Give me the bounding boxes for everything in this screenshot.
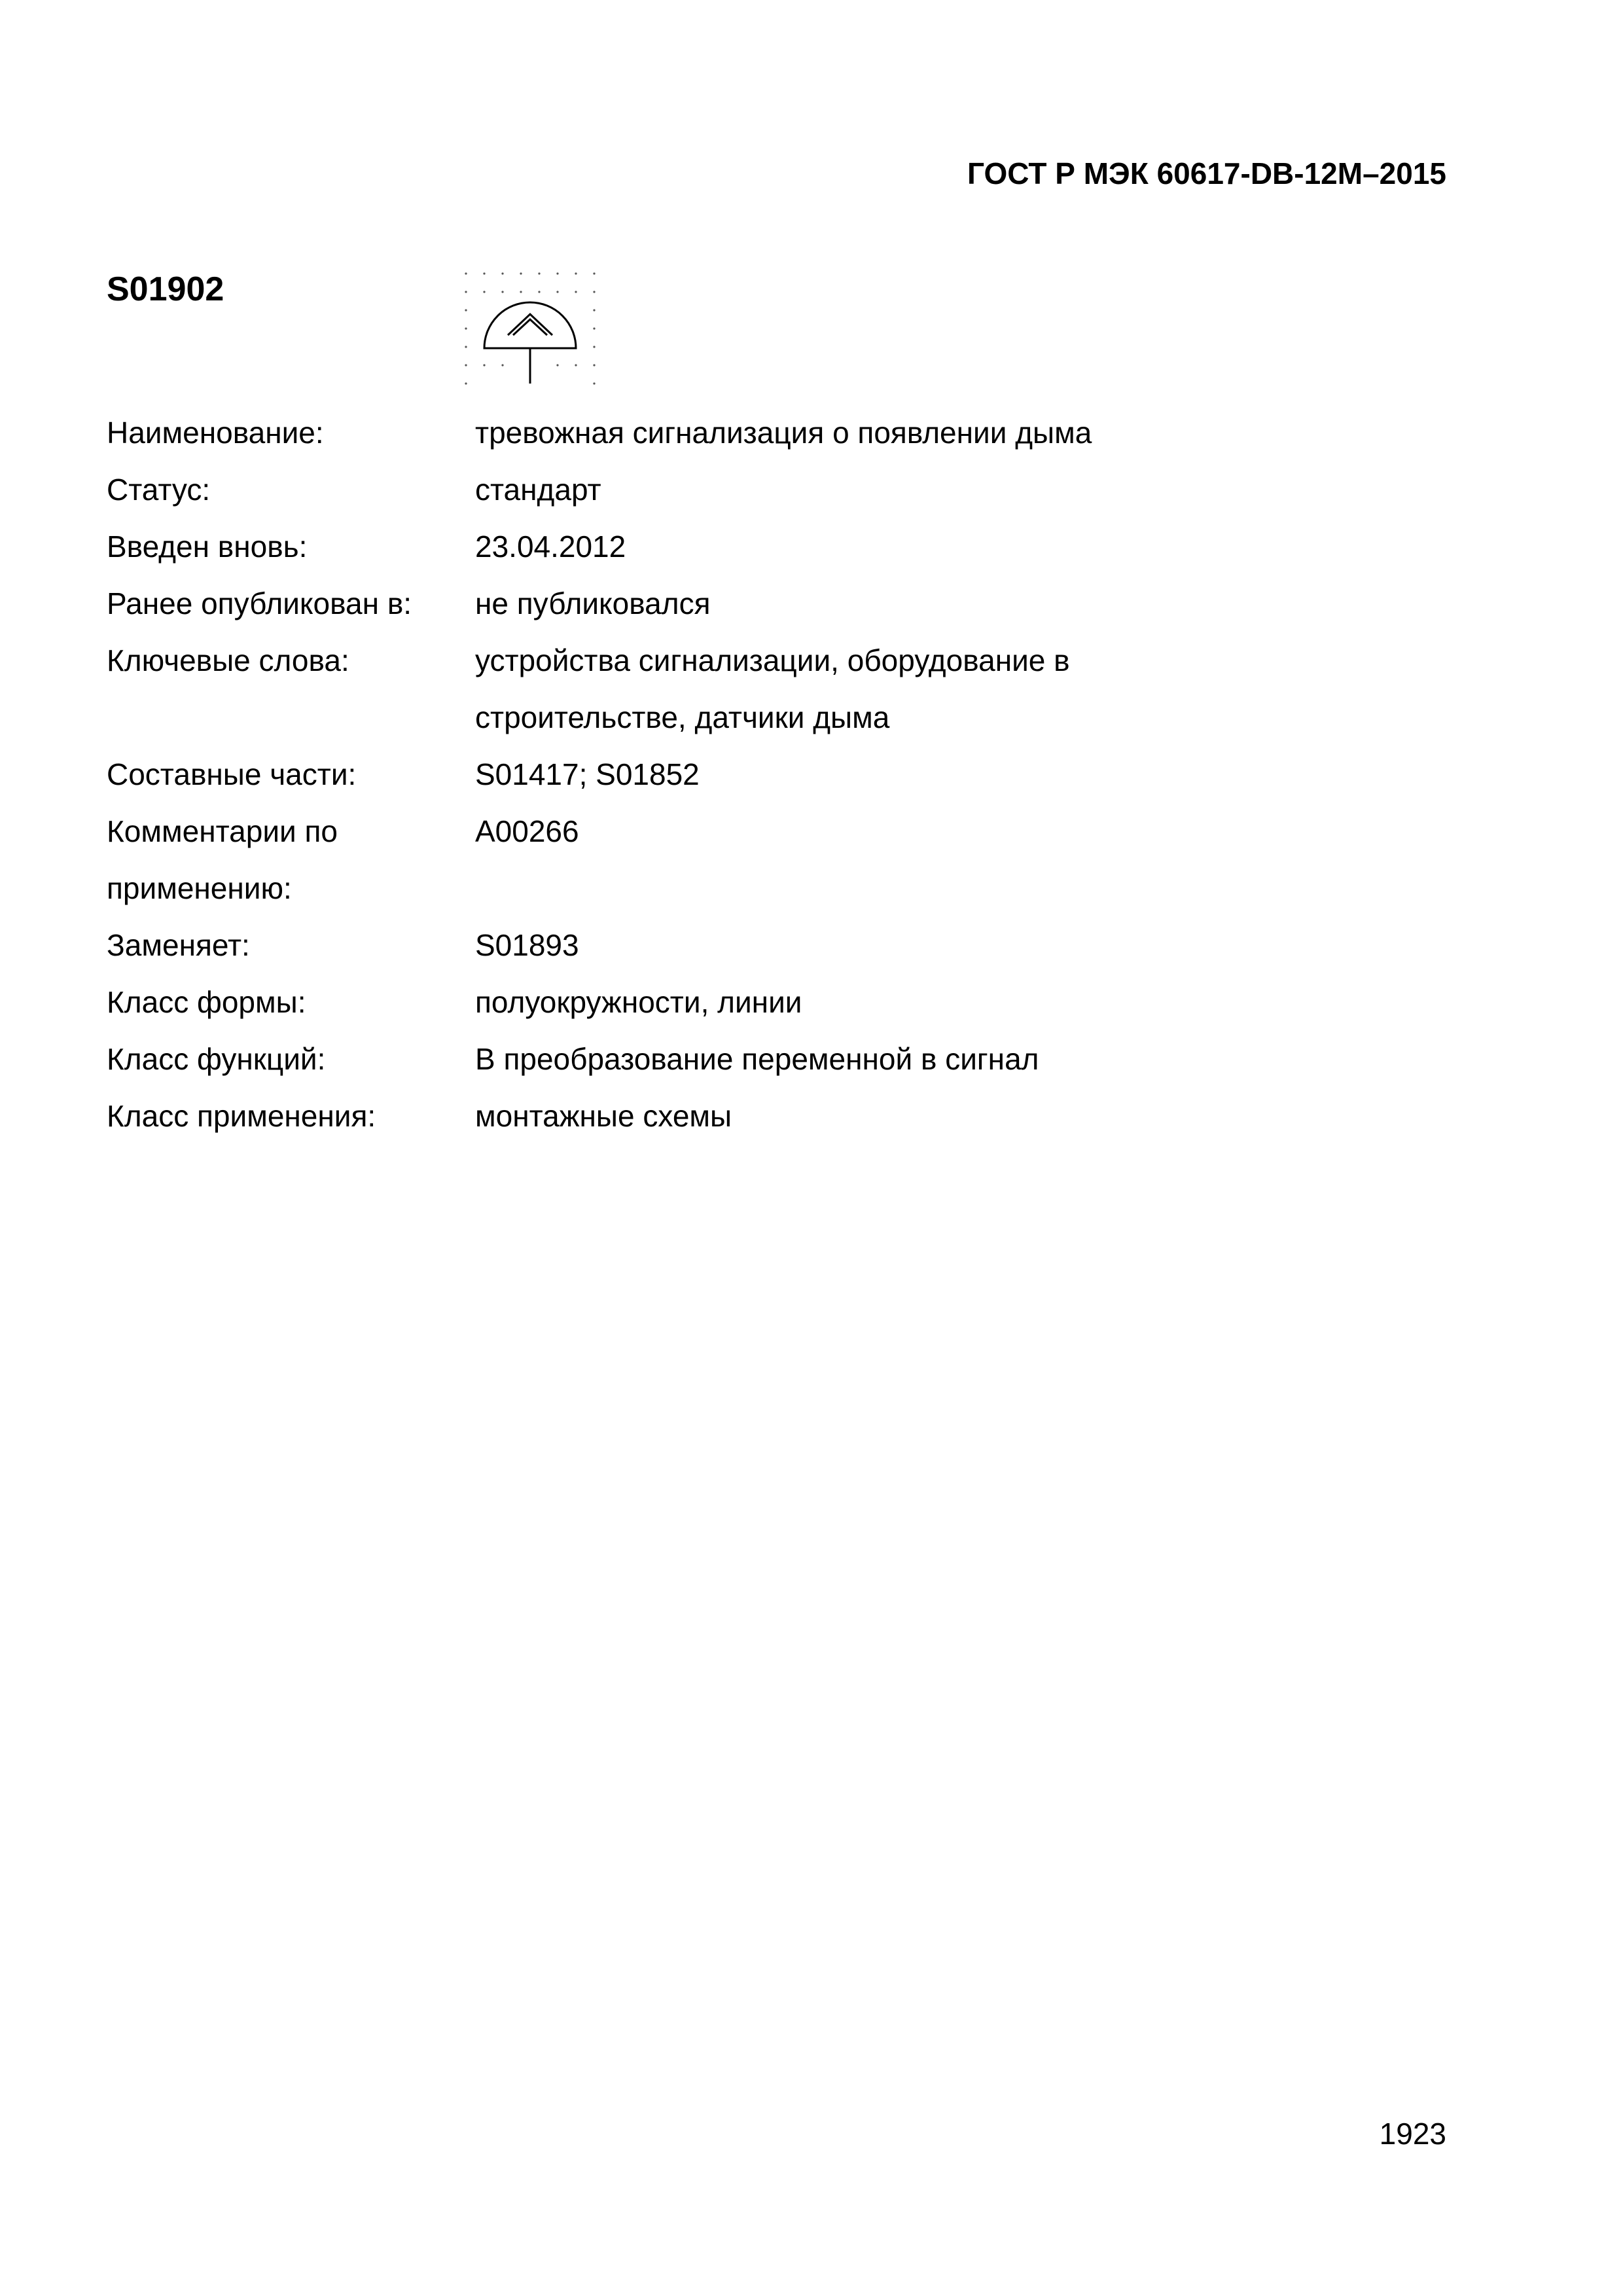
- property-label: Введен вновь:: [107, 529, 308, 564]
- property-label: Класс функций:: [107, 1042, 326, 1076]
- property-label: Составные части:: [107, 757, 357, 791]
- property-row-introduced: [107, 518, 1350, 575]
- property-value: не публиковался: [475, 586, 711, 620]
- property-row-components: [107, 746, 1350, 803]
- property-value: полуокружности, линии: [475, 985, 802, 1019]
- smoke-alarm-symbol-icon: [458, 267, 615, 388]
- property-label: Ранее опубликован в:: [107, 586, 412, 620]
- property-value: устройства сигнализации, оборудование в строительстве, датчики дыма: [475, 643, 1070, 734]
- property-value: S01893: [475, 928, 579, 962]
- property-value: 23.04.2012: [475, 529, 626, 564]
- document-header: ГОСТ Р МЭК 60617-DB-12М–2015: [967, 156, 1446, 190]
- property-label: Статус:: [107, 473, 211, 507]
- property-row-published: [107, 575, 1350, 632]
- smoke-chevron-outer: [508, 314, 552, 335]
- property-row-name: [107, 404, 1350, 461]
- property-row-keywords: [107, 632, 1350, 746]
- property-value: A00266: [475, 814, 579, 848]
- property-label: Комментарии по применению:: [107, 814, 338, 905]
- property-value: B преобразование переменной в сигнал: [475, 1042, 1039, 1076]
- property-label: Класс применения:: [107, 1099, 376, 1133]
- property-value: S01417; S01852: [475, 757, 700, 791]
- symbol-code: S01902: [107, 270, 224, 308]
- property-row-function-class: [107, 1031, 1350, 1088]
- smoke-chevron-inner: [513, 319, 547, 335]
- properties-table: [107, 404, 1350, 1145]
- property-row-comments: [107, 803, 1350, 917]
- property-row-replaces: [107, 917, 1350, 974]
- property-label: Наименование:: [107, 416, 324, 450]
- property-value: монтажные схемы: [475, 1099, 732, 1133]
- property-row-application-class: [107, 1088, 1350, 1145]
- property-label: Класс формы:: [107, 985, 306, 1019]
- property-label: Ключевые слова:: [107, 643, 349, 677]
- property-label: Заменяет:: [107, 928, 250, 962]
- page-number: 1923: [1379, 2117, 1446, 2151]
- property-value: тревожная сигнализация о появлении дыма: [475, 416, 1092, 450]
- property-row-shape-class: [107, 974, 1350, 1031]
- property-value: стандарт: [475, 473, 601, 507]
- property-row-status: [107, 461, 1350, 518]
- semicircle-outline: [484, 302, 576, 348]
